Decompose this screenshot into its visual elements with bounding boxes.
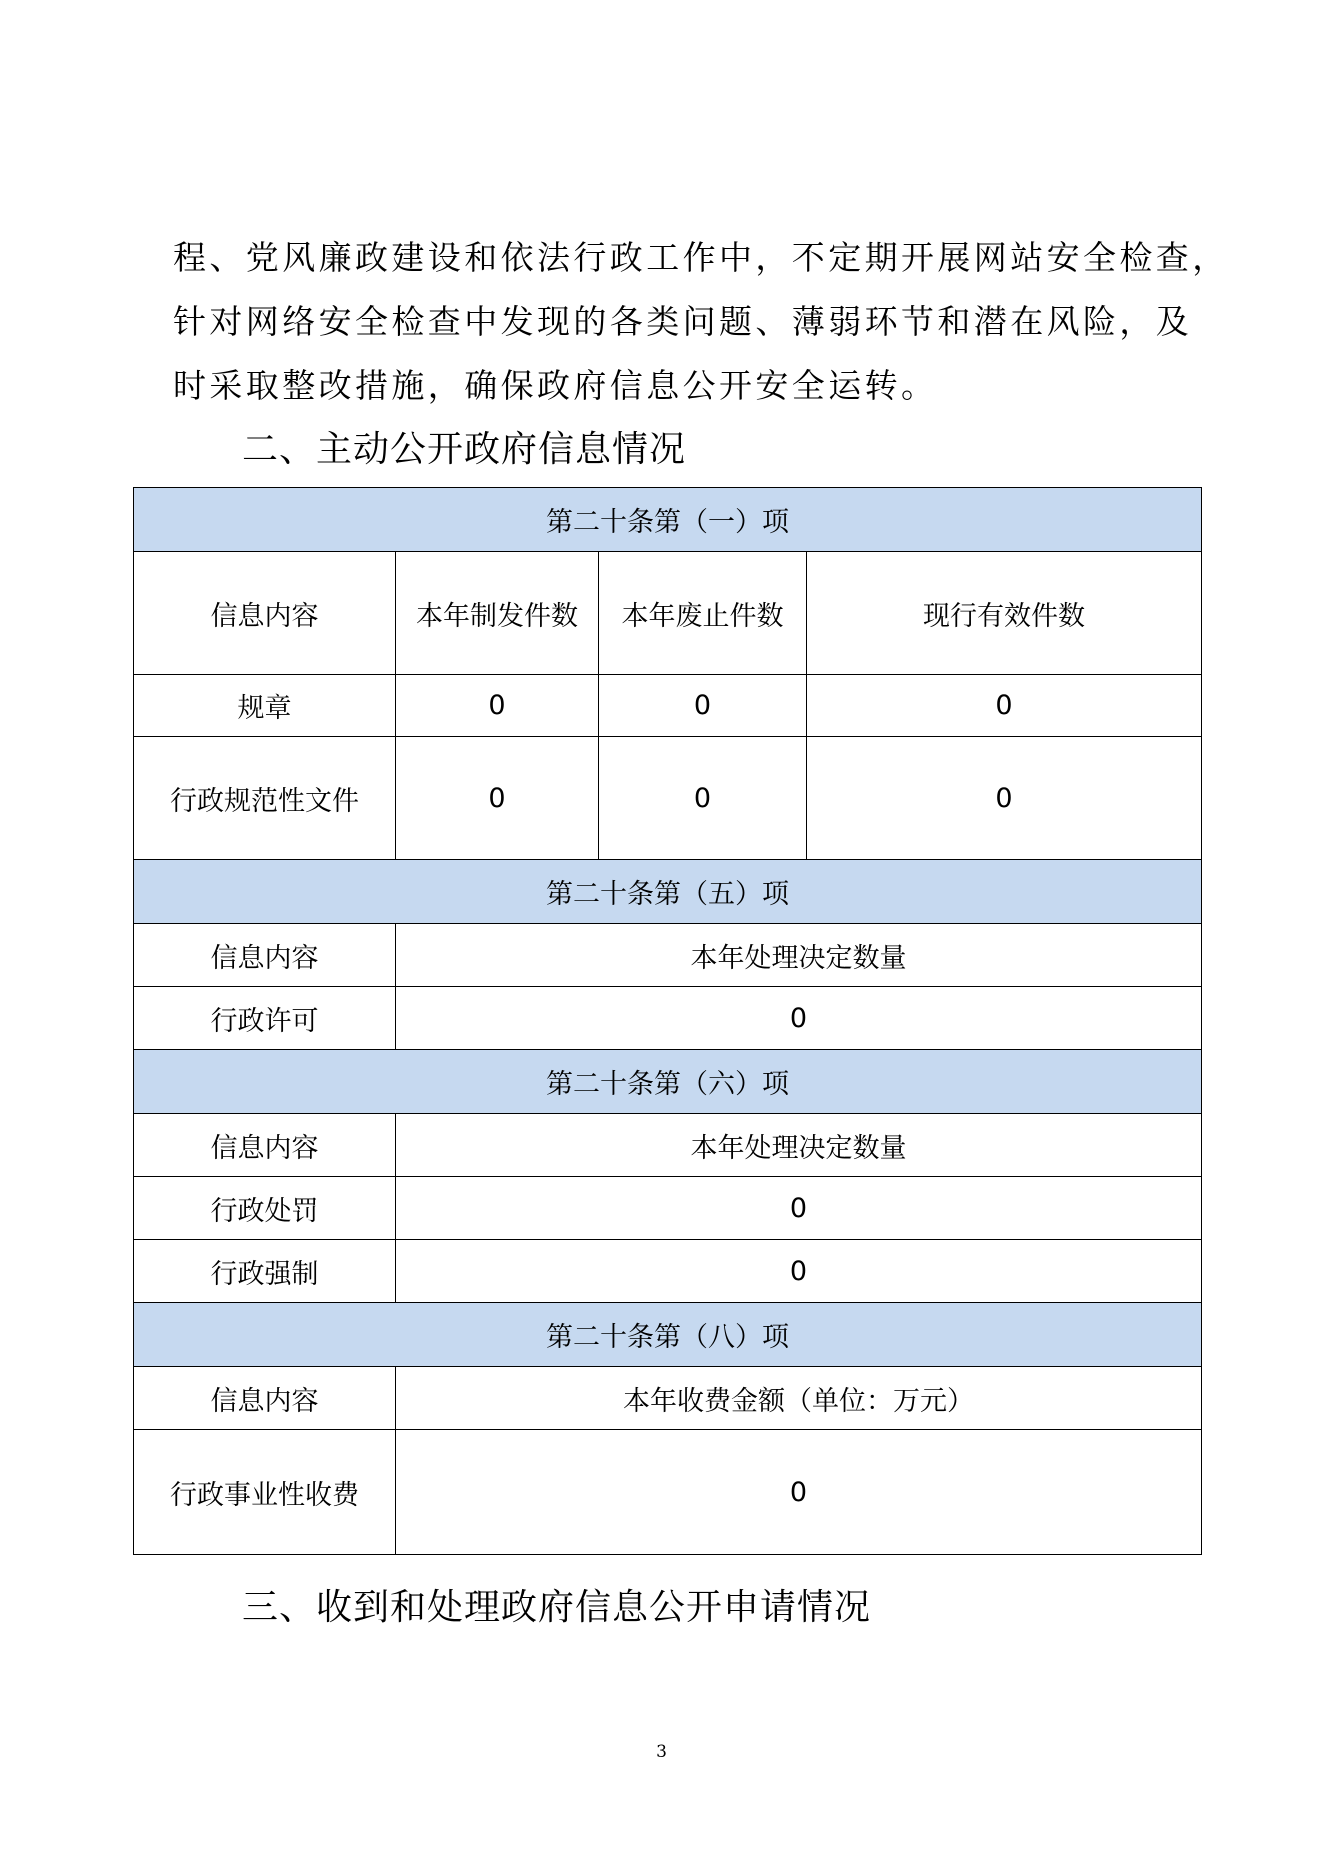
- article-8-header-row: [134, 1303, 1202, 1367]
- column-header-info-content: 信息内容: [134, 1367, 396, 1430]
- article-6-header: 第二十条第（六）项: [134, 1050, 1202, 1114]
- column-header-info-content: 信息内容: [134, 552, 396, 675]
- table-row: [134, 987, 1202, 1050]
- decision-count: 0: [396, 1177, 1202, 1240]
- column-header-valid: 现行有效件数: [807, 552, 1202, 675]
- table-row: [134, 1240, 1202, 1303]
- column-header-fee-amount: 本年收费金额（单位：万元）: [396, 1367, 1202, 1430]
- table-row: [134, 1430, 1202, 1555]
- article-5-header: 第二十条第（五）项: [134, 860, 1202, 924]
- row-label: 行政许可: [134, 987, 396, 1050]
- row-label: 行政强制: [134, 1240, 396, 1303]
- row-label: 规章: [134, 675, 396, 737]
- issued-count: 0: [396, 675, 599, 737]
- article-1-header-row: [134, 488, 1202, 552]
- column-header-decision-count: 本年处理决定数量: [396, 1114, 1202, 1177]
- column-header-decision-count: 本年处理决定数量: [396, 924, 1202, 987]
- intro-line-3: 时采取整改措施，确保政府信息公开安全运转。: [173, 366, 938, 405]
- column-header-abolished: 本年废止件数: [599, 552, 807, 675]
- abolished-count: 0: [599, 737, 807, 860]
- intro-line-2: 针对网络安全检查中发现的各类问题、薄弱环节和潜在风险，及: [173, 302, 1193, 341]
- column-header-info-content: 信息内容: [134, 1114, 396, 1177]
- valid-count: 0: [807, 737, 1202, 860]
- intro-line-1: 程、党风廉政建设和依法行政工作中，不定期开展网站安全检查，: [173, 238, 1229, 277]
- row-label: 行政事业性收费: [134, 1430, 396, 1555]
- abolished-count: 0: [599, 675, 807, 737]
- section-2-heading: 二、主动公开政府信息情况: [242, 429, 687, 470]
- row-label: 行政规范性文件: [134, 737, 396, 860]
- article-1-columns-row: [134, 552, 1202, 675]
- table-row: [134, 675, 1202, 737]
- fee-amount: 0: [396, 1430, 1202, 1555]
- section-3-heading: 三、收到和处理政府信息公开申请情况: [242, 1587, 872, 1628]
- table-row: [134, 737, 1202, 860]
- row-label: 行政处罚: [134, 1177, 396, 1240]
- article-8-header: 第二十条第（八）项: [134, 1303, 1202, 1367]
- article-5-header-row: [134, 860, 1202, 924]
- disclosure-table: [133, 487, 1202, 1555]
- column-header-issued: 本年制发件数: [396, 552, 599, 675]
- article-6-header-row: [134, 1050, 1202, 1114]
- valid-count: 0: [807, 675, 1202, 737]
- decision-count: 0: [396, 987, 1202, 1050]
- decision-count: 0: [396, 1240, 1202, 1303]
- page-number: 3: [656, 1742, 667, 1762]
- issued-count: 0: [396, 737, 599, 860]
- column-header-info-content: 信息内容: [134, 924, 396, 987]
- article-5-columns-row: [134, 924, 1202, 987]
- table-row: [134, 1177, 1202, 1240]
- article-6-columns-row: [134, 1114, 1202, 1177]
- article-1-header: 第二十条第（一）项: [134, 488, 1202, 552]
- article-8-columns-row: [134, 1367, 1202, 1430]
